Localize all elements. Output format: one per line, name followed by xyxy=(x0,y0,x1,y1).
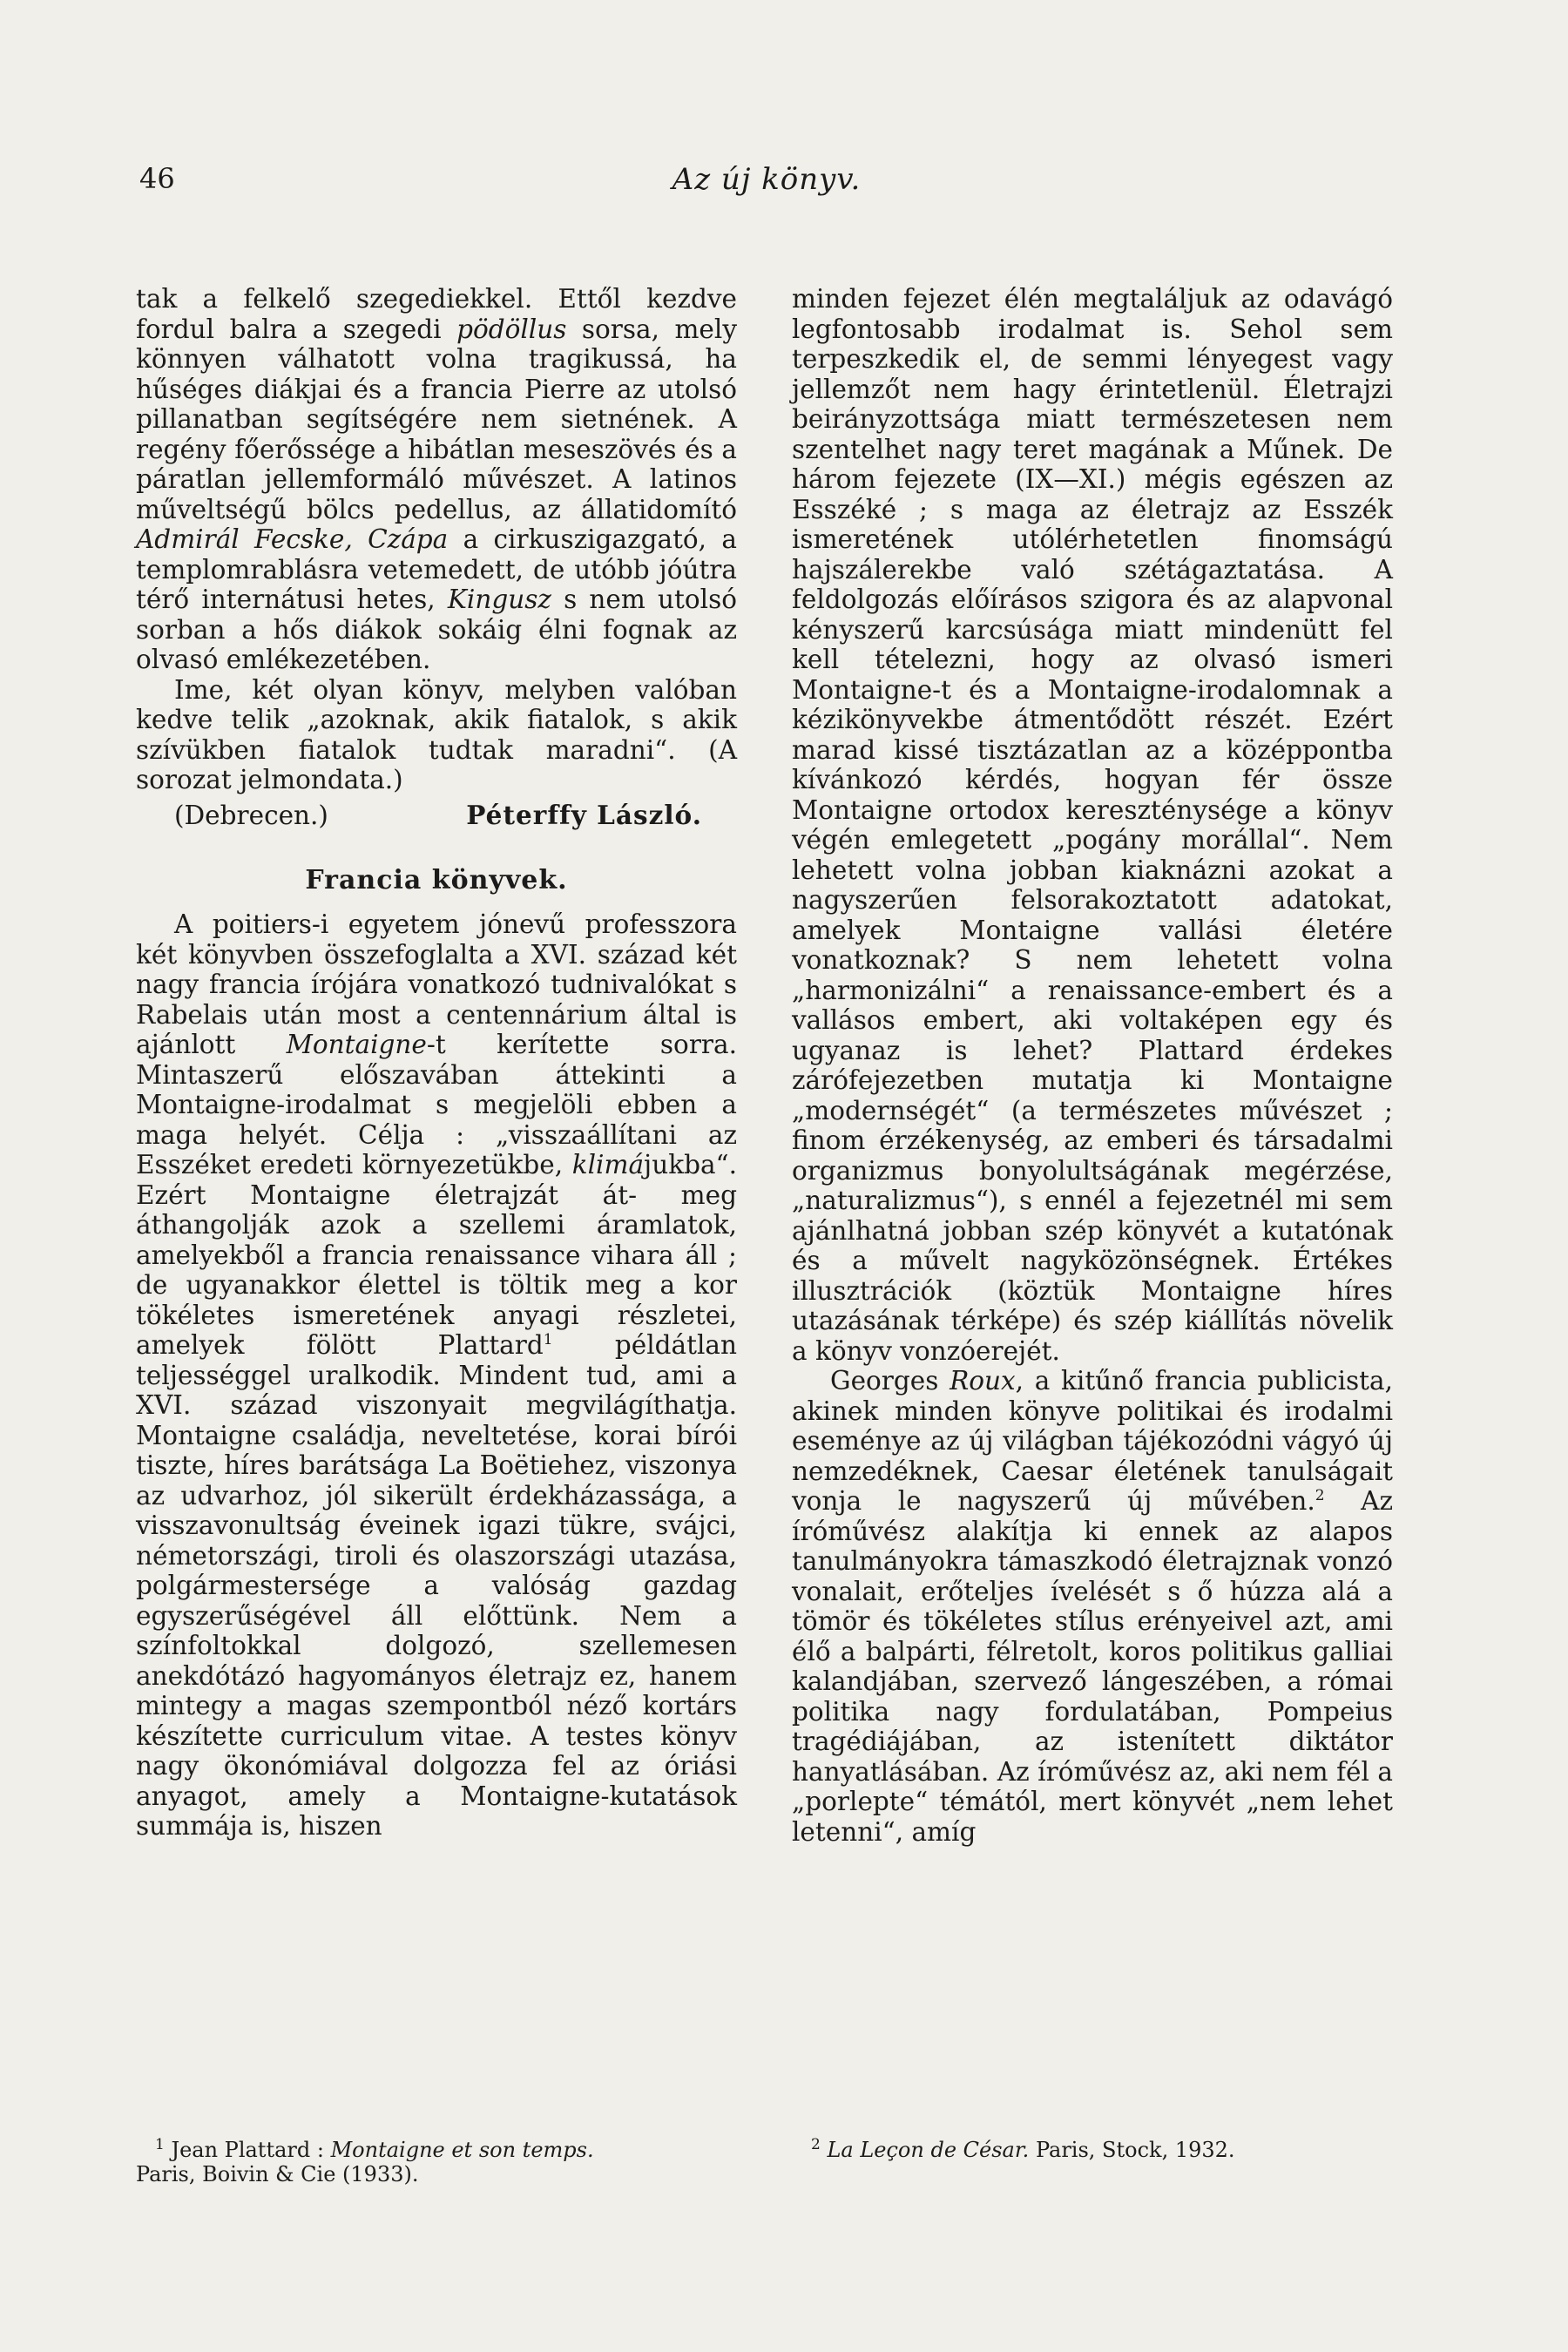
italic-text: Admirál Fecske, Czápa xyxy=(136,524,449,554)
paragraph xyxy=(136,284,737,675)
text-run: jukba“. Ezért Montaigne életrajzát át- meg áthangolják azok a szellemi áramlatok, amelyekből a francia renaissance vihara áll ; de ugyanakkor élettel is töltik meg a kor tökéletes ismeretének anyagi részletei, amelyek fölött Plattard xyxy=(136,1150,737,1360)
footnote-2 xyxy=(792,2138,1393,2162)
footnote-title: La Leçon de César. xyxy=(827,2138,1030,2162)
text-run: A poitiers-i egyetem jónevű professzora két könyvben összefoglalta a XVI. század két nagy francia írójára vonatkozó tudnivalókat s Rabelais után most a centennárium által is ajánlott xyxy=(136,909,737,1059)
footnote-ref: 1 xyxy=(543,1331,553,1349)
italic-text: Montaigne xyxy=(286,1030,427,1059)
text-run: Az íróművész alakítja ki ennek az alapos tanulmányokra támaszkodó életrajznak vonzó vonalait, erőteljes ívelését s ő húzza alá a tömör és tökéletes stílus erényeivel azt, ami élő a balpárti, félretolt, koros politikus galliai kalandjában, szervező lángeszében, a római politika nagy fordulatában, Pompeius tragédiájában, az istenített diktátor hanyatlásában. Az íróművész az, aki nem fél a „porlepte“ témától, mert könyvét „nem lehet letenni“, amíg xyxy=(792,1486,1393,1847)
paragraph xyxy=(792,284,1393,1366)
left-column xyxy=(136,284,737,1842)
text-run: minden fejezet élén megtaláljuk az odavágó legfontosabb irodalmat is. Sehol sem terpeszkedik el, de semmi lényegest vagy jellemzőt nem hagy érintetlenül. Életrajzi beirányzottsága miatt természetesen nem szentelhet nagy teret magának a Műnek. De három fejezete (IX—XI.) mégis egészen az Esszéké ; s maga az életrajz az Esszék ismeretének utólérhetetlen finomságú hajszálerekbe való szétágaztatása. A feldolgozás előírásos szigora és az alapvonal kényszerű karcsúsága miatt mindenütt fel kell tételezni, hogy az olvasó ismeri Montaigne-t és a Montaigne-irodalomnak a kézikönyvekbe átmentődött részét. Ezért marad kissé tisztázatlan az a középpontba kívánkozó kérdés, hogyan fér össze Montaigne ortodox kereszténysége a könyv végén emlegetett „pogány morállal“. Nem lehetett volna jobban kiaknázni azokat a nagyszerűen felsorakoztatott adatokat, amelyek Montaigne vallási életére vonatkoznak? S nem lehetett volna „harmonizálni“ a renaissance-embert és a vallásos embert, aki voltaképen egy és ugyanaz is lehet? Plattard érdekes zárófejezetben mutatja ki Montaigne „modernségét“ (a természetes művészet ; finom érzékenység, az emberi és társadalmi organizmus bonyolultságának megérzése, „naturalizmus“), s ennél a fejezetnél mi sem ajánlhatná jobban szép könyvét a kutatónak és a művelt nagyközönségnek. Értékes illusztrációk (köztük Montaigne híres utazásának térképe) és szép kiállítás növelik a könyv vonzóerejét. xyxy=(792,284,1393,1366)
text-run: -t kerítette sorra. Mintaszerű előszavában áttekinti a Montaigne-irodalmat s megjelöli ebben a maga helyét. Célja : „visszaállítani az Esszéket eredeti környezetükbe, xyxy=(136,1030,737,1179)
footnote-author: Jean Plattard : xyxy=(164,2138,331,2162)
signature xyxy=(136,801,737,831)
text-run: Ime, két olyan könyv, melyben valóban kedve telik „azoknak, akik fiatalok, s akik szívükben fiatalok tudtak maradni“. (A sorozat jelmondata.) xyxy=(136,674,737,794)
paragraph xyxy=(136,909,737,1842)
signature-place: (Debrecen.) xyxy=(174,800,328,830)
footnote-title: Montaigne et son temps. xyxy=(330,2138,594,2162)
footnote-1 xyxy=(136,2138,737,2186)
text-run: , a kitűnő francia publicista, akinek minden könyve politikai és irodalmi eseménye az új világban tájékozódni vágyó új nemzedéknek, Caesar életének tanulságait vonja le nagyszerű új művében. xyxy=(792,1366,1393,1516)
text-run: Georges xyxy=(830,1366,950,1396)
footnote-ref: 2 xyxy=(1315,1487,1325,1505)
text-run: sorsa, mely könnyen válhatott volna tragikussá, ha hűséges diákjai és a francia Pierre az utolsó pillanatban segítségére nem sietnének. A regény főerőssége a hibátlan meseszövés és a páratlan jellemformáló művészet. A latinos műveltségű bölcs pedellus, az állatidomító xyxy=(136,314,737,524)
italic-text: klimá xyxy=(571,1150,645,1179)
footnote-marker: 2 xyxy=(811,2136,821,2153)
italic-text: pödöllus xyxy=(456,314,567,344)
running-title: Az új könyv. xyxy=(672,162,862,197)
text-run: a cirkuszigazgató, a templomrablásra vetemedett, de utóbb jóútra térő internátusi hetes, xyxy=(136,524,737,614)
section-title: Francia könyvek. xyxy=(305,865,568,896)
text-run: s nem utolsó sorban a hős diákok sokáig élni fognak az olvasó emlékezetében. xyxy=(136,585,737,674)
text-run: példátlan teljességgel uralkodik. Mindent tud, ami a XVI. század viszonyait megvilágíthatja. Montaigne családja, neveltetése, korai bírói tiszte, híres barátsága La Boëtiehez, viszonya az udvarhoz, jól sikerült érdekházassága, a visszavonultság éveinek igazi tükre, svájci, németországi, tiroli és olaszországi utazása, polgármestersége a valóság gazdag egyszerűségével áll előttünk. Nem a színfoltokkal dolgozó, szellemesen anekdótázó hagyományos életrajz ez, hanem mintegy a magas szempontból néző kortárs készítette curriculum vitae. A testes könyv nagy ökonómiával dolgozza fel az óriási anyagot, amely a Montaigne-kutatások summája is, hiszen xyxy=(136,1330,737,1841)
right-column xyxy=(792,284,1393,1847)
text-run: tak a felkelő szegediekkel. Ettől kezdve fordul balra a szegedi xyxy=(136,284,737,344)
paragraph xyxy=(136,675,737,795)
page-header xyxy=(139,162,1394,206)
footnote-publisher: Paris, Stock, 1932. xyxy=(1029,2138,1235,2162)
footnote-publisher: Paris, Boivin & Cie (1933). xyxy=(136,2162,419,2186)
italic-text: Kingusz xyxy=(447,585,551,614)
page-number: 46 xyxy=(139,162,175,195)
paragraph xyxy=(792,1366,1393,1847)
footnote-marker: 1 xyxy=(155,2136,165,2153)
signature-author: Péterffy László. xyxy=(466,799,702,830)
italic-text: Roux xyxy=(950,1366,1016,1396)
